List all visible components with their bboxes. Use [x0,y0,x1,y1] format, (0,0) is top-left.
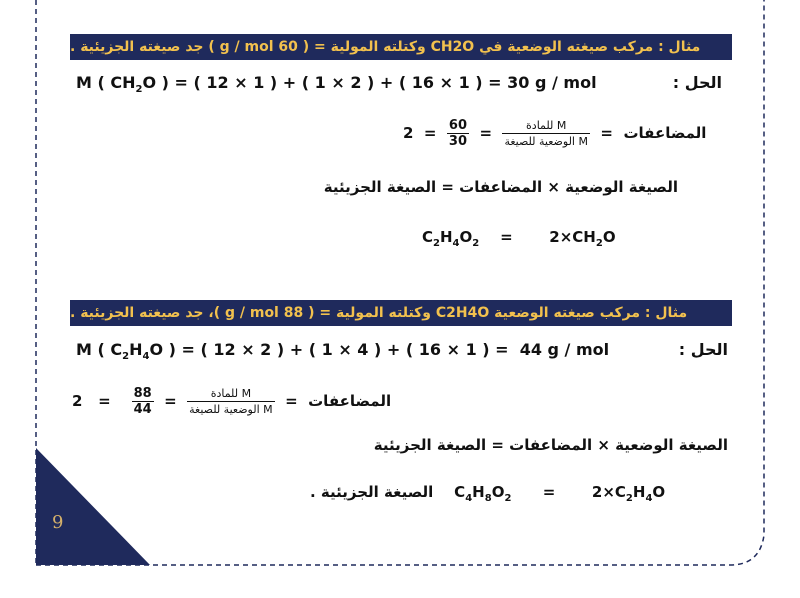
example2-rule-line: الصيغة الوضعية × المضاعفات = الصيغة الجزيئية [373,436,728,454]
example1-equation: 2 = $\frac{60}{30}$ = $\frac{\text{M للمادة}}{\text{M الوضعية للصيغة}}$ = المضاعفات [403,118,707,149]
example1-banner-text: مثال : مركب صيغته الوضعية في CH2O وكتلته المولية = ( 60 g / mol ) جد صيغته الجزيئية . [70,39,701,55]
example2-frac-den: M الوضعية للصيغة [189,403,273,416]
example2-solution-label: الحل : [678,340,728,359]
example1-result: 2 [403,124,414,142]
example1-formula-left: $C_2H_4O_2$ [422,228,480,249]
example2-number-fraction [132,386,154,417]
example2-num-frac-num: 88 [133,386,152,401]
example2-multiples-label: المضاعفات [308,392,392,410]
example2-frac-num: M للمادة [187,387,275,402]
example1-banner [70,34,732,60]
example2-formula-right: $2\times C_2H_4O$ [591,483,666,504]
example1-molar-mass-line: M ( $CH_2O$ ) = ( 12 × 1 ) + ( 1 × 2 ) + ( 16 × 1 ) = 30 g / mol [76,73,597,96]
example2-result: 2 [72,392,83,410]
example1-num-frac-den: 30 [448,134,467,149]
example2-formula-left: $C_4H_8O_2$ [454,483,512,504]
example1-frac-den: M الوضعية للصيغة [504,135,588,148]
example1-multiples-label: المضاعفات [623,124,707,142]
example2-num-frac-den: 44 [133,402,152,417]
example1-number-fraction [447,118,469,149]
example1-num-frac-num: 60 [448,118,467,133]
example2-formula-label: الصيغة الجزيئية . [310,483,434,501]
example1-formula-line: $C_2H_4O_2$ = $2\times CH_2O$ [422,228,616,249]
example2-banner [70,300,732,326]
example2-mass-fraction [187,387,275,416]
example2-molar-mass-line: M ( $C_2H_4O$ ) = ( 12 × 2 ) + ( 1 × 4 ) + ( 16 × 1 ) = 44 g / mol [76,340,610,363]
example1-frac-num: M للمادة [502,119,590,134]
example1-rule-line: الصيغة الوضعية × المضاعفات = الصيغة الجزيئية [323,178,678,196]
page-number: 9 [52,512,64,533]
example1-solution-label: الحل : [672,73,722,92]
example2-equation: 2 = $\frac{88}{44}$ = $\frac{\text{M للمادة}}{\text{M الوضعية للصيغة}}$ = المضاعفات [72,386,392,417]
example1-mass-fraction [502,119,590,148]
example2-banner-text: مثال : مركب صيغته الوضعية C2H4O وكتلته المولية = ( 88 g / mol )، جد صيغته الجزيئية . [70,305,688,321]
example2-formula-line: الصيغة الجزيئية . $C_4H_8O_2$ = $2\times C_2H_4O$ [310,483,666,504]
example1-formula-right: $2\times CH_2O$ [549,228,616,249]
